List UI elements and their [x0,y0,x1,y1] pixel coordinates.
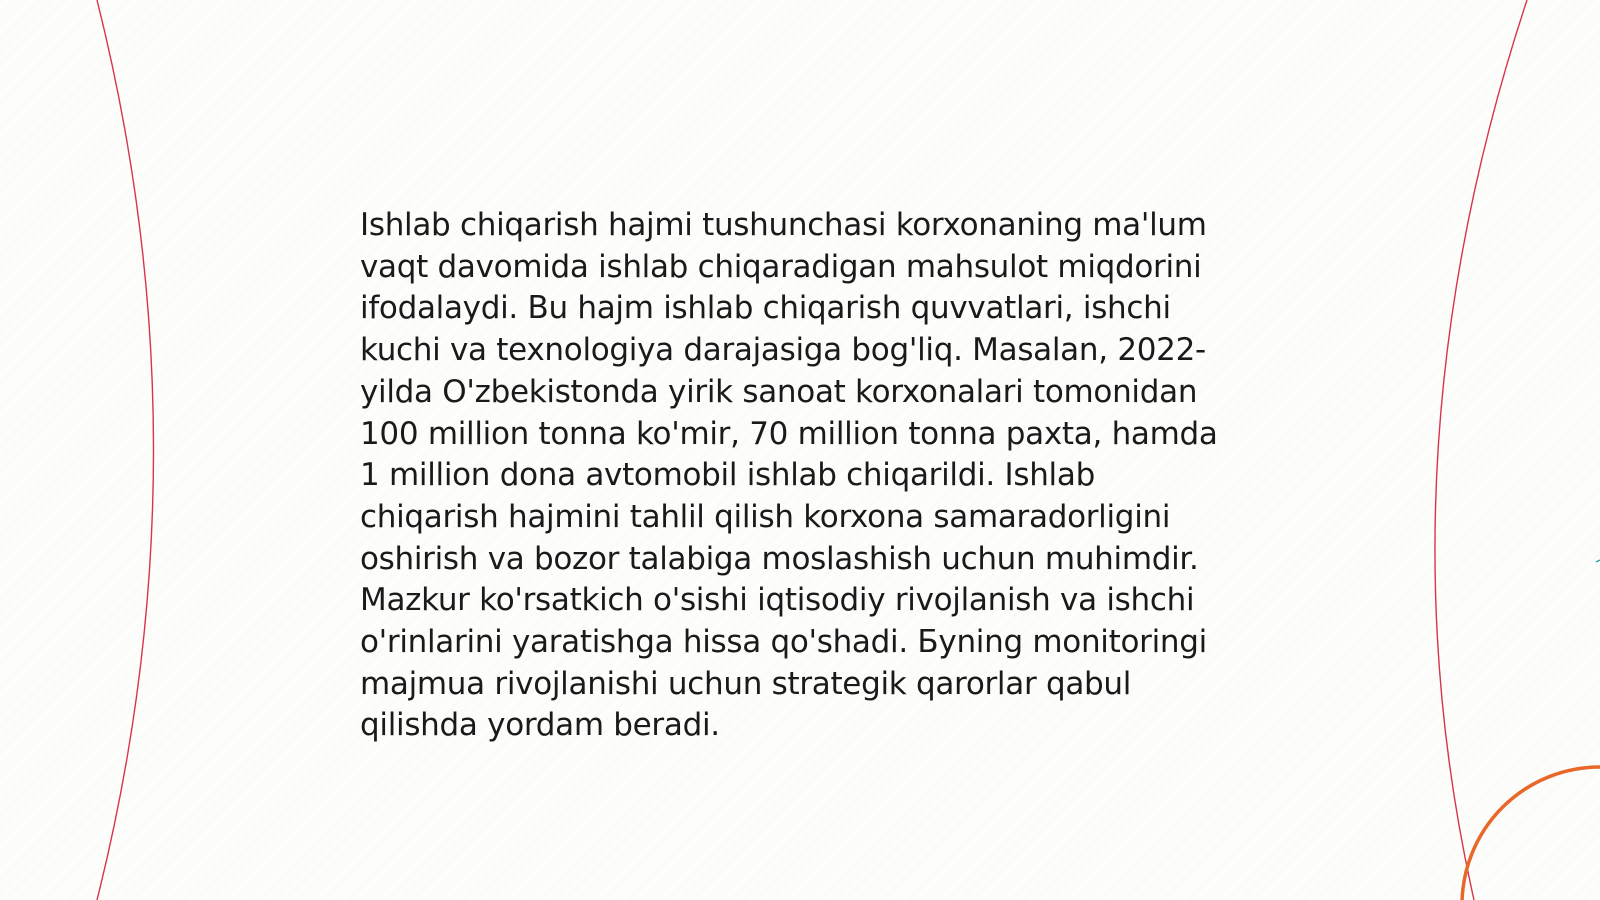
teal-accent-mark [1596,560,1600,562]
left-decorative-curve [97,0,154,900]
body-paragraph: Ishlab chiqarish hajmi tushunchasi korxonaning ma'lum vaqt davomida ishlab chiqaradigan mahsulot miqdorini ifodalaydi. Bu hajm ishlab chiqarish quvvatlari, ishchi kuchi va texnologiya darajasiga bog'liq. Masalan, 2022-yilda O'zbekistonda yirik sanoat korxonalari tomonidan 100 million tonna ko'mir, 70 million tonna paxta, hamda 1 million dona avtomobil ishlab chiqarildi. Ishlab chiqarish hajmini tahlil qilish korxona samaradorligini oshirish va bozor talabiga moslashish uchun muhimdir. Mazkur ko'rsatkich o'sishi iqtisodiy rivojlanish va ishchi o'rinlarini yaratishga hissa qo'shadi. Буning monitoringi majmua rivojlanishi uchun strategik qarorlar qabul qilishda yordam beradi. [360,207,1218,744]
orange-circle-decoration [1462,767,1600,900]
right-decorative-curve [1435,0,1527,900]
